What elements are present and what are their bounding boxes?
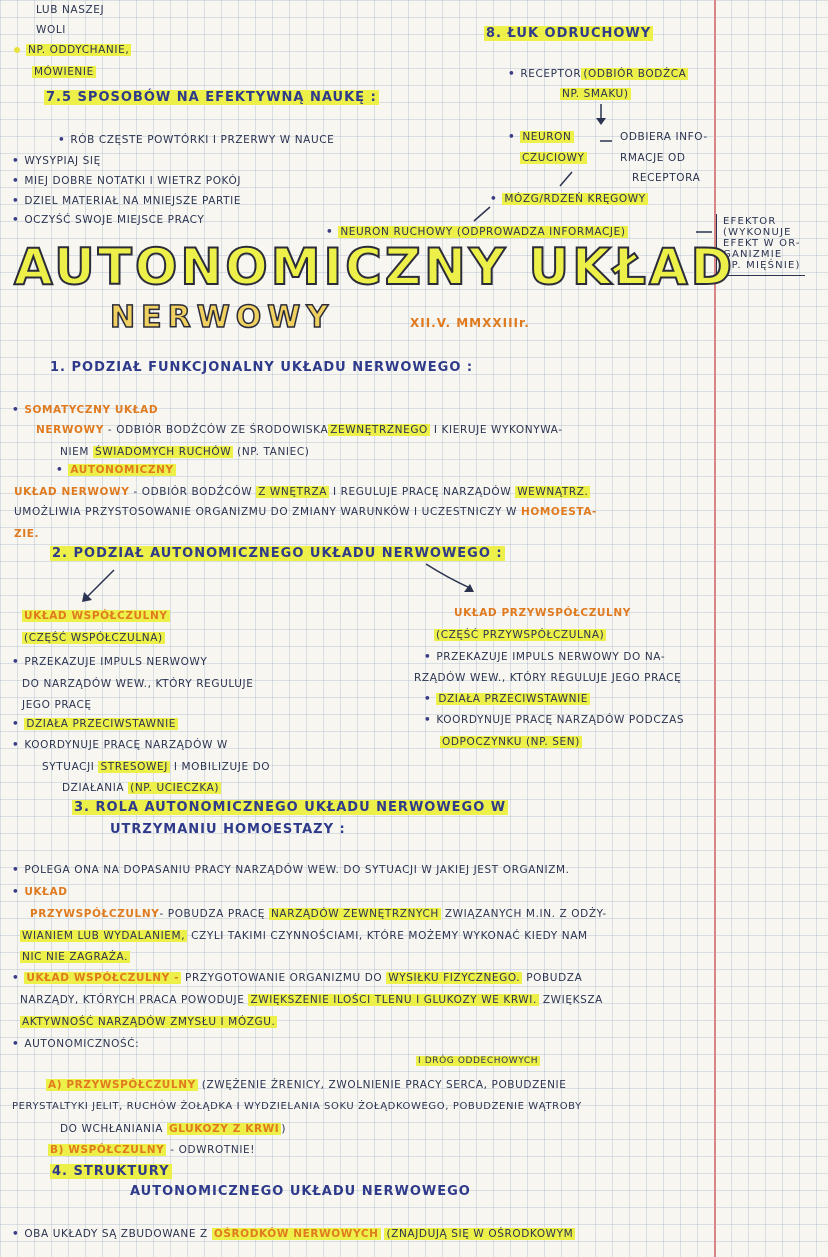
- effector-line: (WYKONUJE: [723, 227, 792, 238]
- top-left-line-1: LUB NASZEJ: [36, 4, 105, 16]
- right-item: • PRZEKAZUJE IMPULS NERWOWY DO NA-: [424, 651, 666, 663]
- page-subtitle: NERWOWY: [110, 300, 335, 335]
- arrow-diagonal-icon: [556, 170, 576, 190]
- section3-p2-line-2: WIANIEM LUB WYDALANIEM, CZYLI TAKIMI CZYNNOŚCIAMI, KTÓRE MOŻEMY WYKONAĆ KIEDY NAM: [22, 930, 588, 942]
- right-col-sub: (CZĘŚĆ PRZYWSPÓŁCZULNA): [436, 629, 605, 641]
- section3-p2-line-1: PRZYWSPÓŁCZULNY- POBUDZA PRACĘ NARZĄDÓW ZEWNĘTRZNYCH ZWIĄZANYCH M.IN. Z ODŻY-: [30, 908, 607, 920]
- point-a-line-1: A) PRZYWSPÓŁCZULNY (ZWĘŻENIE ŹRENICY, ZWOLNIENIE PRACY SERCA, POBUDZENIE: [48, 1079, 567, 1091]
- tips-heading: 7.5 SPOSOBÓW NA EFEKTYWNĄ NAUKĘ :: [46, 90, 377, 105]
- section3-heading-2: UTRZYMANIU HOMOESTAZY :: [110, 822, 346, 837]
- left-item: SYTUACJI STRESOWEJ I MOBILIZUJE DO: [42, 761, 271, 773]
- left-item: • DZIAŁA PRZECIWSTAWNIE: [12, 718, 176, 730]
- section4-line: • OBA UKŁADY SĄ ZBUDOWANE Z OŚRODKÓW NERWOWYCH (ZNAJDUJĄ SIĘ W OŚRODKOWYM: [12, 1228, 574, 1240]
- arrow-diagonal-icon: [470, 205, 494, 225]
- tip-item: • DZIEL MATERIAŁ NA MNIEJSZE PARTIE: [12, 195, 242, 207]
- right-item: • DZIAŁA PRZECIWSTAWNIE: [424, 693, 588, 705]
- example-line-1: NP. ODDYCHANIE,: [14, 44, 131, 56]
- arrow-down-left-icon: [80, 568, 120, 606]
- page-title: AUTONOMICZNY UKŁAD: [14, 238, 736, 296]
- left-item: • KOORDYNUJE PRACĘ NARZĄDÓW W: [12, 739, 228, 751]
- section3-p3-line-2: NARZĄDY, KTÓRYCH PRACA POWODUJE ZWIĘKSZENIE ILOŚCI TLENU I GLUKOZY WE KRWI. ZWIĘKSZA: [20, 994, 603, 1006]
- section3-p3-line-3: AKTYWNOŚĆ NARZĄDÓW ZMYSŁU I MÓZGU.: [22, 1016, 276, 1028]
- neuron-desc-3: RECEPTORA: [632, 172, 701, 184]
- autonomy-label: • AUTONOMICZNOŚĆ:: [12, 1038, 140, 1050]
- right-item: • KOORDYNUJE PRACĘ NARZĄDÓW PODCZAS: [424, 714, 685, 726]
- date: XII.V. MMXXIIIr.: [410, 316, 530, 330]
- point-a-line-3: DO WCHŁANIANIA GLUKOZY Z KRWI ): [60, 1123, 287, 1135]
- note-above: I DRÓG ODDECHOWYCH: [418, 1056, 539, 1066]
- left-item: DZIAŁANIA (NP. UCIECZKA): [62, 782, 220, 794]
- auto-label-1: • AUTONOMICZNY: [56, 464, 174, 476]
- arrow-right-icon: [694, 226, 716, 238]
- left-col-title: UKŁAD WSPÓŁCZULNY: [24, 610, 168, 622]
- section3-heading-1: 3. ROLA AUTONOMICZNEGO UKŁADU NERWOWEGO W: [74, 800, 507, 815]
- dash-icon: [598, 136, 614, 146]
- section2-heading: 2. PODZIAŁ AUTONOMICZNEGO UKŁADU NERWOWEGO :: [52, 546, 503, 561]
- section3-p2-line-3: NIC NIE ZAGRAŻA.: [22, 951, 129, 963]
- section4-heading-2: AUTONOMICZNEGO UKŁADU NERWOWEGO: [130, 1184, 471, 1199]
- somatic-label-1: • SOMATYCZNY UKŁAD: [12, 404, 159, 416]
- somatic-line-2: NIEM ŚWIADOMYCH RUCHÓW (NP. TANIEC): [60, 446, 310, 458]
- right-item: ODPOCZYNKU (NP. SEN): [442, 736, 580, 748]
- brain-line: • MÓZG/RDZEŃ KRĘGOWY: [490, 193, 646, 205]
- arrow-down-right-icon: [424, 562, 478, 596]
- section3-p2-label: • UKŁAD: [12, 886, 68, 898]
- point-b: B) WSPÓŁCZULNY - ODWROTNIE!: [50, 1144, 256, 1156]
- receptor-line-2: NP. SMAKU): [562, 88, 629, 100]
- left-item: DO NARZĄDÓW WEW., KTÓRY REGULUJE: [22, 678, 254, 690]
- left-item: • PRZEKAZUJE IMPULS NERWOWY: [12, 656, 208, 668]
- effector-line: GANIZMIE: [723, 249, 783, 260]
- section1-heading: 1. PODZIAŁ FUNKCJONALNY UKŁADU NERWOWEGO :: [50, 360, 474, 375]
- effector-line: NP. MIĘŚNIE): [723, 260, 801, 271]
- bullet-dot: [14, 47, 20, 53]
- section3-p1: • POLEGA ONA NA DOPASANIU PRACY NARZĄDÓW WEW. DO SYTUACJI W JAKIEJ JEST ORGANIZM.: [12, 864, 570, 876]
- point-a-line-2: PERYSTALTYKI JELIT, RUCHÓW ŻOŁĄDKA I WYDZIELANIA SOKU ŻOŁĄDKOWEGO, POBUDZENIE WĄTROBY: [12, 1101, 582, 1112]
- page-margin-line: [714, 0, 716, 1257]
- tip-item: • MIEJ DOBRE NOTATKI I WIETRZ POKÓJ: [12, 175, 242, 187]
- section3-p3-line-1: • UKŁAD WSPÓŁCZULNY - PRZYGOTOWANIE ORGANIZMU DO WYSIŁKU FIZYCZNEGO. POBUDZA: [12, 972, 583, 984]
- tip-item: • RÓB CZĘSTE POWTÓRKI I PRZERWY W NAUCE: [58, 134, 335, 146]
- left-col-sub: (CZĘŚĆ WSPÓŁCZULNA): [24, 632, 163, 644]
- neuron-desc-2: RMACJE OD: [620, 152, 686, 164]
- tip-item: • OCZYŚĆ SWOJE MIEJSCE PRACY: [12, 214, 205, 226]
- neuron-label-2: CZUCIOWY: [522, 152, 585, 164]
- effector-line: EFEKT W OR-: [723, 238, 801, 249]
- example-line-2: MÓWIENIE: [34, 66, 94, 78]
- somatic-line-1: NERWOWY - ODBIÓR BODŹCÓW ZE ŚRODOWISKA ZEWNĘTRZNEGO I KIERUJE WYKONYWA-: [36, 424, 563, 436]
- receptor-line-1: • RECEPTOR (ODBIÓR BODŹCA: [508, 68, 687, 80]
- left-item: JEGO PRACĘ: [22, 699, 92, 711]
- auto-line-1: UKŁAD NERWOWY - ODBIÓR BODŹCÓW Z WNĘTRZA I REGULUJE PRACĘ NARZĄDÓW WEWNĄTRZ.: [14, 486, 589, 498]
- reflex-heading: 8. ŁUK ODRUCHOWY: [486, 26, 652, 41]
- right-col-title: UKŁAD PRZYWSPÓŁCZULNY: [454, 607, 631, 619]
- motor-neuron-line: • NEURON RUCHOWY (ODPROWADZA INFORMACJE): [326, 226, 626, 238]
- tip-item: • WYSYPIAJ SIĘ: [12, 155, 101, 167]
- auto-line-3: ZIE.: [14, 528, 40, 540]
- auto-line-2: UMOŻLIWIA PRZYSTOSOWANIE ORGANIZMU DO ZMIANY WARUNKÓW I UCZESTNICZY W HOMOESTA-: [14, 506, 598, 518]
- arrow-down-icon: [594, 104, 608, 126]
- effector-line: EFEKTOR: [723, 216, 777, 227]
- neuron-desc-1: ODBIERA INFO-: [620, 131, 708, 143]
- neuron-label-1: • NEURON: [508, 131, 572, 143]
- section4-heading-1: 4. STRUKTURY: [52, 1164, 170, 1179]
- right-item: RZĄDÓW WEW., KTÓRY REGULUJE JEGO PRACĘ: [414, 672, 682, 684]
- top-left-line-2: WOLI: [36, 24, 66, 36]
